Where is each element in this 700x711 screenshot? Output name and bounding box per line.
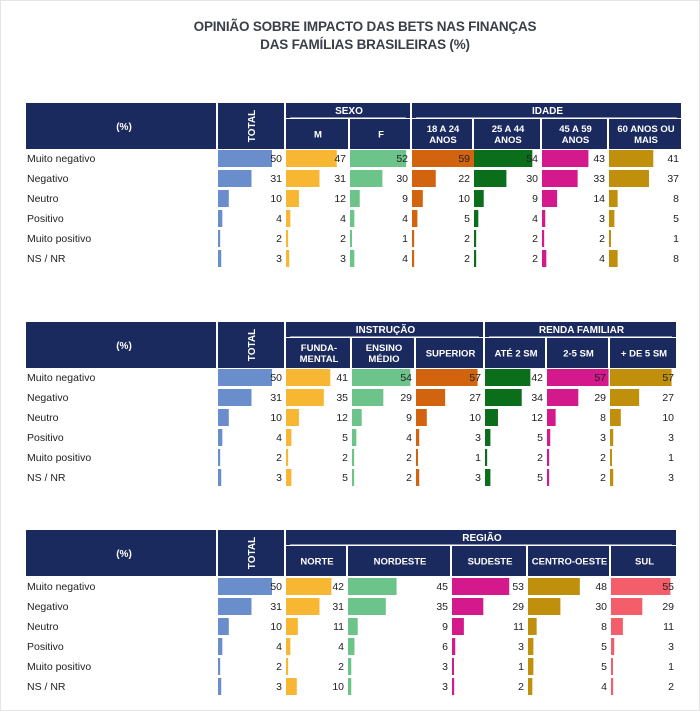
value-25-a-44-anos: 54 [526, 153, 538, 165]
bar-de-5-sm [610, 449, 612, 466]
value-25-a-44-anos: 9 [532, 193, 538, 205]
bar-ate-2-sm [485, 409, 498, 426]
bar-total [218, 389, 251, 406]
value-ensino-medio: 2 [406, 472, 412, 484]
bar-superior [416, 469, 419, 486]
value-45-a-59-anos: 2 [599, 233, 605, 245]
bar-total [218, 638, 222, 655]
value-60-anos-ou-mais: 1 [673, 233, 679, 245]
value-sudeste: 1 [518, 661, 524, 673]
row-label-neutro: Neutro [27, 621, 59, 633]
bar-centro-oeste [528, 638, 533, 655]
value-ensino-medio: 4 [406, 432, 412, 444]
value-f: 30 [396, 173, 408, 185]
value-m: 2 [340, 233, 346, 245]
bar-superior [416, 389, 445, 406]
value-45-a-59-anos: 43 [593, 153, 605, 165]
bar-18-a-24-anos [412, 230, 414, 247]
value-superior: 1 [475, 452, 481, 464]
group-label-sexo: SEXO [335, 106, 363, 117]
bar-18-a-24-anos [412, 250, 414, 267]
value-f: 9 [402, 193, 408, 205]
bar-2-5-sm [547, 389, 578, 406]
bar-ate-2-sm [485, 449, 487, 466]
column-label-ensino-medio: ENSINO [365, 343, 403, 354]
value-centro-oeste: 8 [601, 621, 607, 633]
row-label-muito-negativo: Muito negativo [27, 581, 96, 593]
bar-2-5-sm [547, 469, 549, 486]
bar-ensino-medio [352, 409, 362, 426]
bar-25-a-44-anos [474, 190, 484, 207]
value-nordeste: 6 [442, 641, 448, 653]
value-total: 3 [276, 472, 282, 484]
value-45-a-59-anos: 3 [599, 213, 605, 225]
bar-f [350, 190, 360, 207]
total-label: TOTAL [247, 536, 258, 570]
bar-de-5-sm [610, 389, 639, 406]
bar-2-5-sm [547, 429, 550, 446]
value-nordeste: 9 [442, 621, 448, 633]
value-de-5-sm: 3 [668, 432, 674, 444]
bar-25-a-44-anos [474, 170, 506, 187]
bar-45-a-59-anos [542, 230, 544, 247]
value-f: 4 [402, 213, 408, 225]
value-2-5-sm: 57 [594, 372, 606, 384]
value-sul: 1 [668, 661, 674, 673]
value-funda-mental: 12 [336, 412, 348, 424]
value-superior: 27 [469, 392, 481, 404]
bar-funda-mental [286, 429, 291, 446]
bar-ensino-medio [352, 389, 383, 406]
value-centro-oeste: 4 [601, 681, 607, 693]
column-label-18-a-24-anos: 18 A 24 [426, 124, 460, 135]
bar-sul [611, 638, 614, 655]
row-label-muito-negativo: Muito negativo [27, 372, 96, 384]
value-norte: 11 [333, 621, 344, 633]
row-label-ns-nr: NS / NR [27, 253, 66, 265]
row-label-positivo: Positivo [27, 213, 64, 225]
value-2-5-sm: 8 [600, 412, 606, 424]
value-18-a-24-anos: 2 [464, 253, 470, 265]
value-total: 4 [276, 213, 282, 225]
value-centro-oeste: 5 [601, 661, 607, 673]
bar-norte [286, 638, 290, 655]
value-ate-2-sm: 5 [537, 472, 543, 484]
value-sudeste: 53 [512, 581, 524, 593]
bar-sul [611, 618, 623, 635]
column-label-ensino-medio: MÉDIO [368, 354, 400, 365]
column-label-f: F [378, 129, 384, 141]
bar-total [218, 658, 220, 675]
value-centro-oeste: 5 [601, 641, 607, 653]
value-m: 3 [340, 253, 346, 265]
column-label-norte: NORTE [300, 556, 334, 568]
column-label-60-anos-ou-mais: MAIS [634, 135, 658, 146]
value-centro-oeste: 30 [595, 601, 607, 613]
row-label-neutro: Neutro [27, 193, 59, 205]
bar-ate-2-sm [485, 469, 490, 486]
value-25-a-44-anos: 4 [532, 213, 538, 225]
value-60-anos-ou-mais: 41 [667, 153, 679, 165]
bar-nordeste [348, 598, 386, 615]
value-norte: 4 [338, 641, 344, 653]
value-ate-2-sm: 42 [531, 372, 543, 384]
value-de-5-sm: 10 [662, 412, 674, 424]
value-ate-2-sm: 2 [537, 452, 543, 464]
value-total: 50 [270, 153, 282, 165]
value-sul: 29 [662, 601, 674, 613]
value-ensino-medio: 9 [406, 412, 412, 424]
value-45-a-59-anos: 33 [593, 173, 605, 185]
bar-60-anos-ou-mais [609, 150, 653, 167]
value-total: 3 [276, 681, 282, 693]
bar-60-anos-ou-mais [609, 250, 618, 267]
value-25-a-44-anos: 30 [526, 173, 538, 185]
bar-ate-2-sm [485, 369, 530, 386]
pct-label: (%) [116, 341, 132, 352]
column-label-25-a-44-anos: ANOS [494, 135, 522, 146]
value-total: 2 [276, 233, 282, 245]
value-18-a-24-anos: 5 [464, 213, 470, 225]
value-2-5-sm: 29 [594, 392, 606, 404]
row-label-muito-negativo: Muito negativo [27, 153, 96, 165]
bar-18-a-24-anos [412, 210, 417, 227]
value-60-anos-ou-mais: 37 [667, 173, 679, 185]
value-superior: 10 [469, 412, 481, 424]
column-label-m: M [314, 129, 322, 141]
value-nordeste: 45 [436, 581, 448, 593]
column-label-25-a-44-anos: 25 A 44 [491, 124, 525, 135]
value-norte: 42 [332, 581, 344, 593]
bar-funda-mental [286, 449, 288, 466]
bar-centro-oeste [528, 618, 537, 635]
column-label-ate-2-sm: ATÉ 2 SM [494, 348, 538, 360]
value-m: 4 [340, 213, 346, 225]
bar-sudeste [452, 678, 454, 695]
bar-total [218, 150, 272, 167]
bar-45-a-59-anos [542, 170, 578, 187]
bar-total [218, 190, 229, 207]
table-3 [26, 530, 676, 695]
value-de-5-sm: 3 [668, 472, 674, 484]
value-ensino-medio: 2 [406, 452, 412, 464]
row-label-muito-positivo: Muito positivo [27, 452, 92, 464]
bar-f [350, 230, 352, 247]
column-label-45-a-59-anos: ANOS [561, 135, 590, 146]
bar-45-a-59-anos [542, 150, 588, 167]
value-45-a-59-anos: 14 [593, 193, 605, 205]
column-label-de-5-sm: + DE 5 SM [620, 348, 668, 360]
value-de-5-sm: 27 [662, 392, 674, 404]
bar-total [218, 678, 221, 695]
bar-superior [416, 429, 419, 446]
value-18-a-24-anos: 59 [458, 153, 470, 165]
table-2 [26, 322, 676, 486]
group-label-instrucao: INSTRUÇÃO [355, 325, 416, 336]
value-60-anos-ou-mais: 8 [673, 253, 679, 265]
value-m: 47 [334, 153, 346, 165]
value-norte: 10 [332, 681, 344, 693]
bar-2-5-sm [547, 409, 556, 426]
total-label: TOTAL [247, 328, 258, 362]
value-2-5-sm: 2 [600, 472, 606, 484]
value-18-a-24-anos: 10 [458, 193, 470, 205]
title-line-1: OPINIÃO SOBRE IMPACTO DAS BETS NAS FINANÇAS [193, 19, 537, 34]
value-de-5-sm: 1 [668, 452, 674, 464]
bar-total [218, 409, 229, 426]
bar-nordeste [348, 658, 351, 675]
bar-funda-mental [286, 389, 324, 406]
value-sul: 3 [668, 641, 674, 653]
value-nordeste: 3 [442, 681, 448, 693]
value-18-a-24-anos: 22 [458, 173, 470, 185]
bar-m [286, 250, 289, 267]
bar-45-a-59-anos [542, 190, 557, 207]
bar-nordeste [348, 578, 397, 595]
bar-25-a-44-anos [474, 210, 478, 227]
value-f: 52 [396, 153, 408, 165]
value-18-a-24-anos: 2 [464, 233, 470, 245]
value-nordeste: 3 [442, 661, 448, 673]
bar-ensino-medio [352, 429, 356, 446]
bar-sudeste [452, 658, 454, 675]
value-f: 1 [402, 233, 408, 245]
bar-total [218, 618, 229, 635]
bar-ate-2-sm [485, 389, 522, 406]
value-total: 4 [276, 432, 282, 444]
value-60-anos-ou-mais: 8 [673, 193, 679, 205]
bar-funda-mental [286, 469, 291, 486]
bar-m [286, 170, 319, 187]
column-label-funda-mental: MENTAL [299, 354, 339, 365]
row-label-neutro: Neutro [27, 412, 59, 424]
bar-centro-oeste [528, 678, 532, 695]
value-ensino-medio: 54 [400, 372, 412, 384]
pct-label: (%) [116, 122, 132, 133]
bar-nordeste [348, 618, 358, 635]
bar-ate-2-sm [485, 429, 490, 446]
value-total: 10 [270, 621, 282, 633]
bar-total [218, 369, 272, 386]
value-funda-mental: 5 [342, 472, 348, 484]
value-total: 31 [270, 392, 282, 404]
value-sul: 55 [662, 581, 674, 593]
value-norte: 31 [332, 601, 344, 613]
bar-m [286, 150, 337, 167]
value-45-a-59-anos: 4 [599, 253, 605, 265]
bar-total [218, 230, 220, 247]
bar-centro-oeste [528, 658, 533, 675]
row-label-negativo: Negativo [27, 173, 69, 185]
bar-60-anos-ou-mais [609, 230, 611, 247]
group-label-idade: IDADE [531, 106, 564, 117]
bar-sudeste [452, 598, 483, 615]
row-label-ns-nr: NS / NR [27, 681, 66, 693]
group-label-regiao: REGIÃO [462, 533, 502, 544]
column-label-superior: SUPERIOR [425, 348, 476, 360]
pct-label: (%) [116, 549, 132, 560]
value-total: 4 [276, 641, 282, 653]
row-label-ns-nr: NS / NR [27, 472, 66, 484]
bar-centro-oeste [528, 598, 560, 615]
row-label-muito-positivo: Muito positivo [27, 661, 92, 673]
bar-norte [286, 658, 288, 675]
value-total: 2 [276, 661, 282, 673]
bar-total [218, 578, 272, 595]
bar-sudeste [452, 638, 455, 655]
value-2-5-sm: 3 [600, 432, 606, 444]
bar-60-anos-ou-mais [609, 170, 649, 187]
bar-de-5-sm [610, 469, 613, 486]
bar-norte [286, 678, 297, 695]
bar-norte [286, 598, 319, 615]
bar-nordeste [348, 638, 354, 655]
value-total: 50 [270, 581, 282, 593]
value-funda-mental: 41 [336, 372, 348, 384]
value-m: 12 [334, 193, 346, 205]
bar-sudeste [452, 578, 509, 595]
value-sudeste: 11 [513, 621, 524, 633]
value-sul: 2 [668, 681, 674, 693]
bar-sul [611, 658, 613, 675]
value-norte: 2 [338, 661, 344, 673]
bar-de-5-sm [610, 429, 613, 446]
bar-total [218, 210, 222, 227]
bar-total [218, 449, 220, 466]
value-60-anos-ou-mais: 5 [673, 213, 679, 225]
bar-total [218, 170, 251, 187]
bar-total [218, 469, 221, 486]
column-label-sul: SUL [635, 556, 654, 568]
column-label-2-5-sm: 2-5 SM [563, 348, 594, 360]
value-2-5-sm: 2 [600, 452, 606, 464]
total-label: TOTAL [247, 109, 258, 143]
column-label-centro-oeste: CENTRO-OESTE [531, 556, 608, 568]
row-label-negativo: Negativo [27, 601, 69, 613]
row-label-muito-positivo: Muito positivo [27, 233, 92, 245]
column-label-18-a-24-anos: ANOS [429, 135, 457, 146]
column-label-nordeste: NORDESTE [373, 556, 427, 568]
value-m: 31 [334, 173, 346, 185]
bar-norte [286, 618, 298, 635]
value-total: 10 [270, 412, 282, 424]
value-funda-mental: 2 [342, 452, 348, 464]
value-total: 10 [270, 193, 282, 205]
bar-60-anos-ou-mais [609, 210, 614, 227]
value-total: 3 [276, 253, 282, 265]
column-label-45-a-59-anos: 45 A 59 [559, 124, 592, 135]
bar-funda-mental [286, 409, 299, 426]
row-label-positivo: Positivo [27, 641, 64, 653]
value-sudeste: 3 [518, 641, 524, 653]
value-superior: 3 [475, 432, 481, 444]
bar-m [286, 210, 290, 227]
bar-f [350, 170, 382, 187]
bar-sul [611, 678, 613, 695]
bar-25-a-44-anos [474, 230, 476, 247]
value-ate-2-sm: 12 [531, 412, 543, 424]
bar-ensino-medio [352, 449, 354, 466]
bar-m [286, 190, 299, 207]
bar-18-a-24-anos [412, 170, 436, 187]
column-label-sudeste: SUDESTE [467, 556, 513, 568]
bar-f [350, 250, 354, 267]
value-total: 31 [270, 601, 282, 613]
value-sul: 11 [663, 621, 674, 633]
bar-nordeste [348, 678, 351, 695]
value-de-5-sm: 57 [662, 372, 674, 384]
bar-de-5-sm [610, 409, 621, 426]
value-sudeste: 29 [512, 601, 524, 613]
value-superior: 57 [469, 372, 481, 384]
bar-25-a-44-anos [474, 250, 476, 267]
bar-f [350, 210, 354, 227]
value-superior: 3 [475, 472, 481, 484]
value-sudeste: 2 [518, 681, 524, 693]
value-25-a-44-anos: 2 [532, 253, 538, 265]
value-centro-oeste: 48 [595, 581, 607, 593]
bar-2-5-sm [547, 449, 549, 466]
bar-superior [416, 449, 418, 466]
value-ate-2-sm: 34 [531, 392, 543, 404]
column-label-funda-mental: FUNDA- [300, 343, 338, 354]
bar-sudeste [452, 618, 464, 635]
value-funda-mental: 35 [336, 392, 348, 404]
value-25-a-44-anos: 2 [532, 233, 538, 245]
bar-norte [286, 578, 331, 595]
value-nordeste: 35 [436, 601, 448, 613]
bar-m [286, 230, 288, 247]
bar-ensino-medio [352, 469, 354, 486]
row-label-negativo: Negativo [27, 392, 69, 404]
bar-25-a-44-anos [474, 150, 532, 167]
row-label-positivo: Positivo [27, 432, 64, 444]
value-funda-mental: 5 [342, 432, 348, 444]
bar-sul [611, 598, 642, 615]
bar-60-anos-ou-mais [609, 190, 618, 207]
value-total: 2 [276, 452, 282, 464]
value-total: 31 [270, 173, 282, 185]
value-ate-2-sm: 5 [537, 432, 543, 444]
bar-superior [416, 409, 427, 426]
bar-total [218, 250, 221, 267]
value-f: 4 [402, 253, 408, 265]
bar-funda-mental [286, 369, 330, 386]
value-total: 50 [270, 372, 282, 384]
bar-45-a-59-anos [542, 250, 546, 267]
column-label-60-anos-ou-mais: 60 ANOS OU [617, 124, 675, 135]
bar-superior [416, 369, 478, 386]
bar-total [218, 598, 251, 615]
bar-18-a-24-anos [412, 190, 423, 207]
table-1 [26, 103, 681, 267]
bar-total [218, 429, 222, 446]
bar-centro-oeste [528, 578, 580, 595]
bar-45-a-59-anos [542, 210, 545, 227]
group-label-renda-familiar: RENDA FAMILIAR [538, 325, 625, 336]
title-line-2: DAS FAMÍLIAS BRASILEIRAS (%) [260, 37, 470, 52]
value-ensino-medio: 29 [400, 392, 412, 404]
